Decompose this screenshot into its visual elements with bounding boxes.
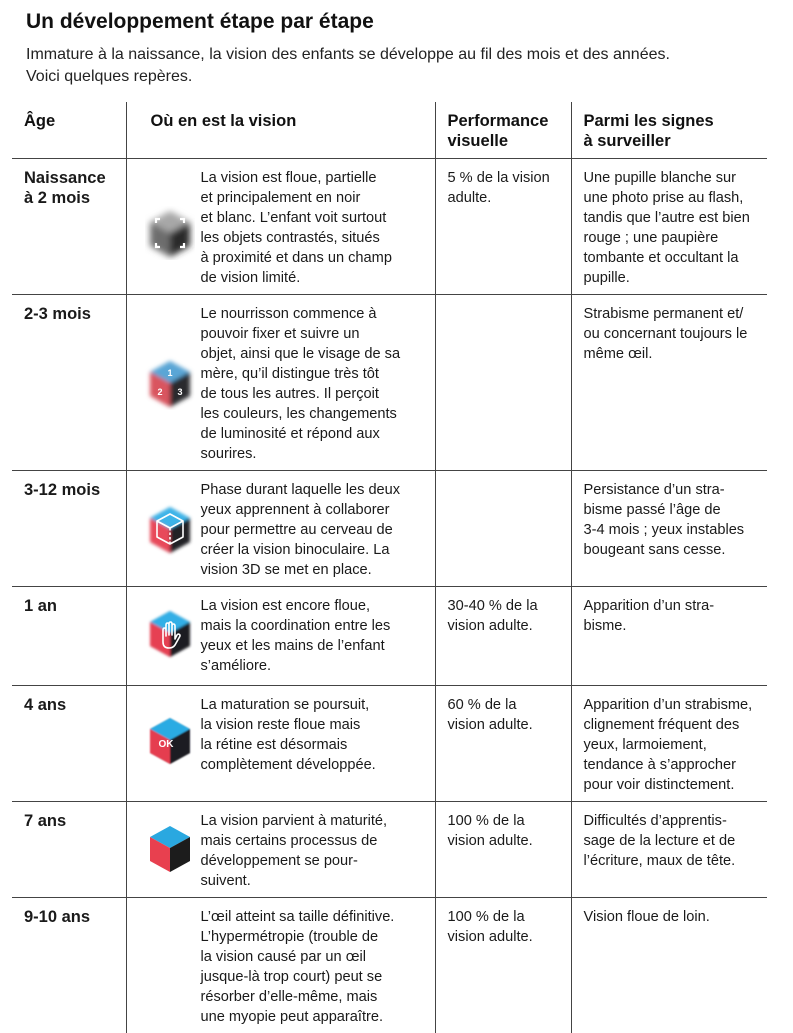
header-vision xyxy=(126,102,435,159)
vision-text: La vision parvient à maturité, mais certains processus de développement se pour- suivent. xyxy=(201,811,423,891)
signs-cell xyxy=(571,471,767,587)
header-performance-line-2: visuelle xyxy=(448,131,559,151)
header-signs-line-2: à surveiller xyxy=(584,131,756,151)
vision-cell xyxy=(126,587,435,686)
age-label: 3-12 mois xyxy=(24,481,100,499)
age-cell xyxy=(12,587,126,686)
signs-text: Vision floue de loin. xyxy=(584,909,710,925)
blurry-grey-cube-icon xyxy=(145,206,195,260)
vision-text: La maturation se poursuit, la vision reste floue mais la rétine est désormais complètement développée. xyxy=(201,695,423,775)
vision-cell xyxy=(126,802,435,898)
age-label: 2-3 mois xyxy=(24,305,91,323)
table-header-row xyxy=(12,102,767,159)
age-label: 9-10 ans xyxy=(24,908,90,926)
header-performance-line-1: Performance xyxy=(448,111,559,131)
signs-text: Difficultés d’apprentis- sage de la lecture et de l’écriture, maux de tête. xyxy=(584,813,736,869)
signs-cell xyxy=(571,802,767,898)
vision-text: La vision est floue, partielle et principalement en noir et blanc. L’enfant voit surtout les objets contrastés, situés à proximité et dans un champ de vision limité. xyxy=(201,168,423,288)
performance-text: 100 % de la vision adulte. xyxy=(448,909,533,945)
vision-text: L’œil atteint sa taille définitive. L’hypermétropie (trouble de la vision causé par un œil jusque-là trop court) peut se résorber d’elle-même, mais une myopie peut apparaître. xyxy=(201,907,423,1027)
signs-cell xyxy=(571,686,767,802)
vision-cell xyxy=(126,159,435,295)
age-cell xyxy=(12,802,126,898)
cube-label-3: 3 xyxy=(177,387,182,397)
age-label: 1 an xyxy=(24,597,57,615)
signs-cell xyxy=(571,898,767,1033)
age-cell xyxy=(12,295,126,471)
performance-text: 100 % de la vision adulte. xyxy=(448,813,533,849)
table-row xyxy=(12,802,767,898)
table-row xyxy=(12,159,767,295)
age-cell xyxy=(12,159,126,295)
cube-label-1: 1 xyxy=(167,368,172,378)
table-row xyxy=(12,686,767,802)
vision-cell xyxy=(126,471,435,587)
performance-cell xyxy=(435,802,571,898)
signs-cell xyxy=(571,159,767,295)
intro-text xyxy=(26,44,766,88)
header-signs-line-1: Parmi les signes xyxy=(584,111,756,131)
numbered-cube-icon xyxy=(145,356,195,410)
intro-line-2: Voici quelques repères. xyxy=(26,66,766,88)
performance-cell xyxy=(435,159,571,295)
table-row xyxy=(12,471,767,587)
performance-cell xyxy=(435,898,571,1033)
table-row xyxy=(12,898,767,1033)
performance-text: 30-40 % de la vision adulte. xyxy=(448,598,538,634)
table-row xyxy=(12,587,767,686)
intro-line-1: Immature à la naissance, la vision des enfants se développe au fil des mois et des années. xyxy=(26,44,766,66)
age-label: 4 ans xyxy=(24,696,66,714)
vision-cell xyxy=(126,898,435,1033)
performance-cell xyxy=(435,471,571,587)
header-vision-label: Où en est la vision xyxy=(151,112,297,130)
performance-cell xyxy=(435,686,571,802)
signs-text: Une pupille blanche sur une photo prise au flash, tandis que l’autre est bien rouge ; une paupière tombante et occultant la pupille. xyxy=(584,170,750,286)
age-cell xyxy=(12,686,126,802)
age-label: 7 ans xyxy=(24,812,66,830)
signs-cell xyxy=(571,587,767,686)
header-age-label: Âge xyxy=(24,112,55,130)
header-signs xyxy=(571,102,767,159)
header-performance xyxy=(435,102,571,159)
ok-cube-icon xyxy=(145,713,195,767)
signs-text: Apparition d’un strabisme, clignement fréquent des yeux, larmoiement, tendance à s’approcher pour voir distinctement. xyxy=(584,697,753,793)
signs-text: Strabisme permanent et/ ou concernant toujours le même œil. xyxy=(584,306,748,362)
age-label: Naissance à 2 mois xyxy=(24,169,106,207)
vision-cell xyxy=(126,686,435,802)
signs-text: Apparition d’un stra- bisme. xyxy=(584,598,715,634)
cube-label-2: 2 xyxy=(157,387,162,397)
vision-text: Phase durant laquelle les deux yeux apprennent à collaborer pour permettre au cerveau de créer la vision binoculaire. La vision 3D se met en place. xyxy=(201,480,423,580)
vision-text: La vision est encore floue, mais la coordination entre les yeux et les mains de l’enfant s’améliore. xyxy=(201,596,423,676)
hand-cube-icon xyxy=(145,606,195,660)
vision-development-table xyxy=(12,102,767,1033)
page-title: Un développement étape par étape xyxy=(26,10,374,34)
vision-text: Le nourrisson commence à pouvoir fixer et suivre un objet, ainsi que le visage de sa mère, qu’il distingue très tôt de tous les autres. Il perçoit les couleurs, les changements de luminosité et répond aux sourires. xyxy=(201,304,423,464)
performance-text: 5 % de la vision adulte. xyxy=(448,170,550,206)
signs-text: Persistance d’un stra- bisme passé l’âge de 3-4 mois ; yeux instables bougeant sans cesse. xyxy=(584,482,745,558)
performance-cell xyxy=(435,587,571,686)
cube-label-ok: OK xyxy=(158,739,174,750)
header-age xyxy=(12,102,126,159)
sharp-color-cube-icon xyxy=(145,821,195,875)
performance-cell xyxy=(435,295,571,471)
signs-cell xyxy=(571,295,767,471)
outlined-3d-cube-icon xyxy=(145,502,195,556)
vision-cell xyxy=(126,295,435,471)
table-row xyxy=(12,295,767,471)
age-cell xyxy=(12,471,126,587)
performance-text: 60 % de la vision adulte. xyxy=(448,697,533,733)
age-cell xyxy=(12,898,126,1033)
